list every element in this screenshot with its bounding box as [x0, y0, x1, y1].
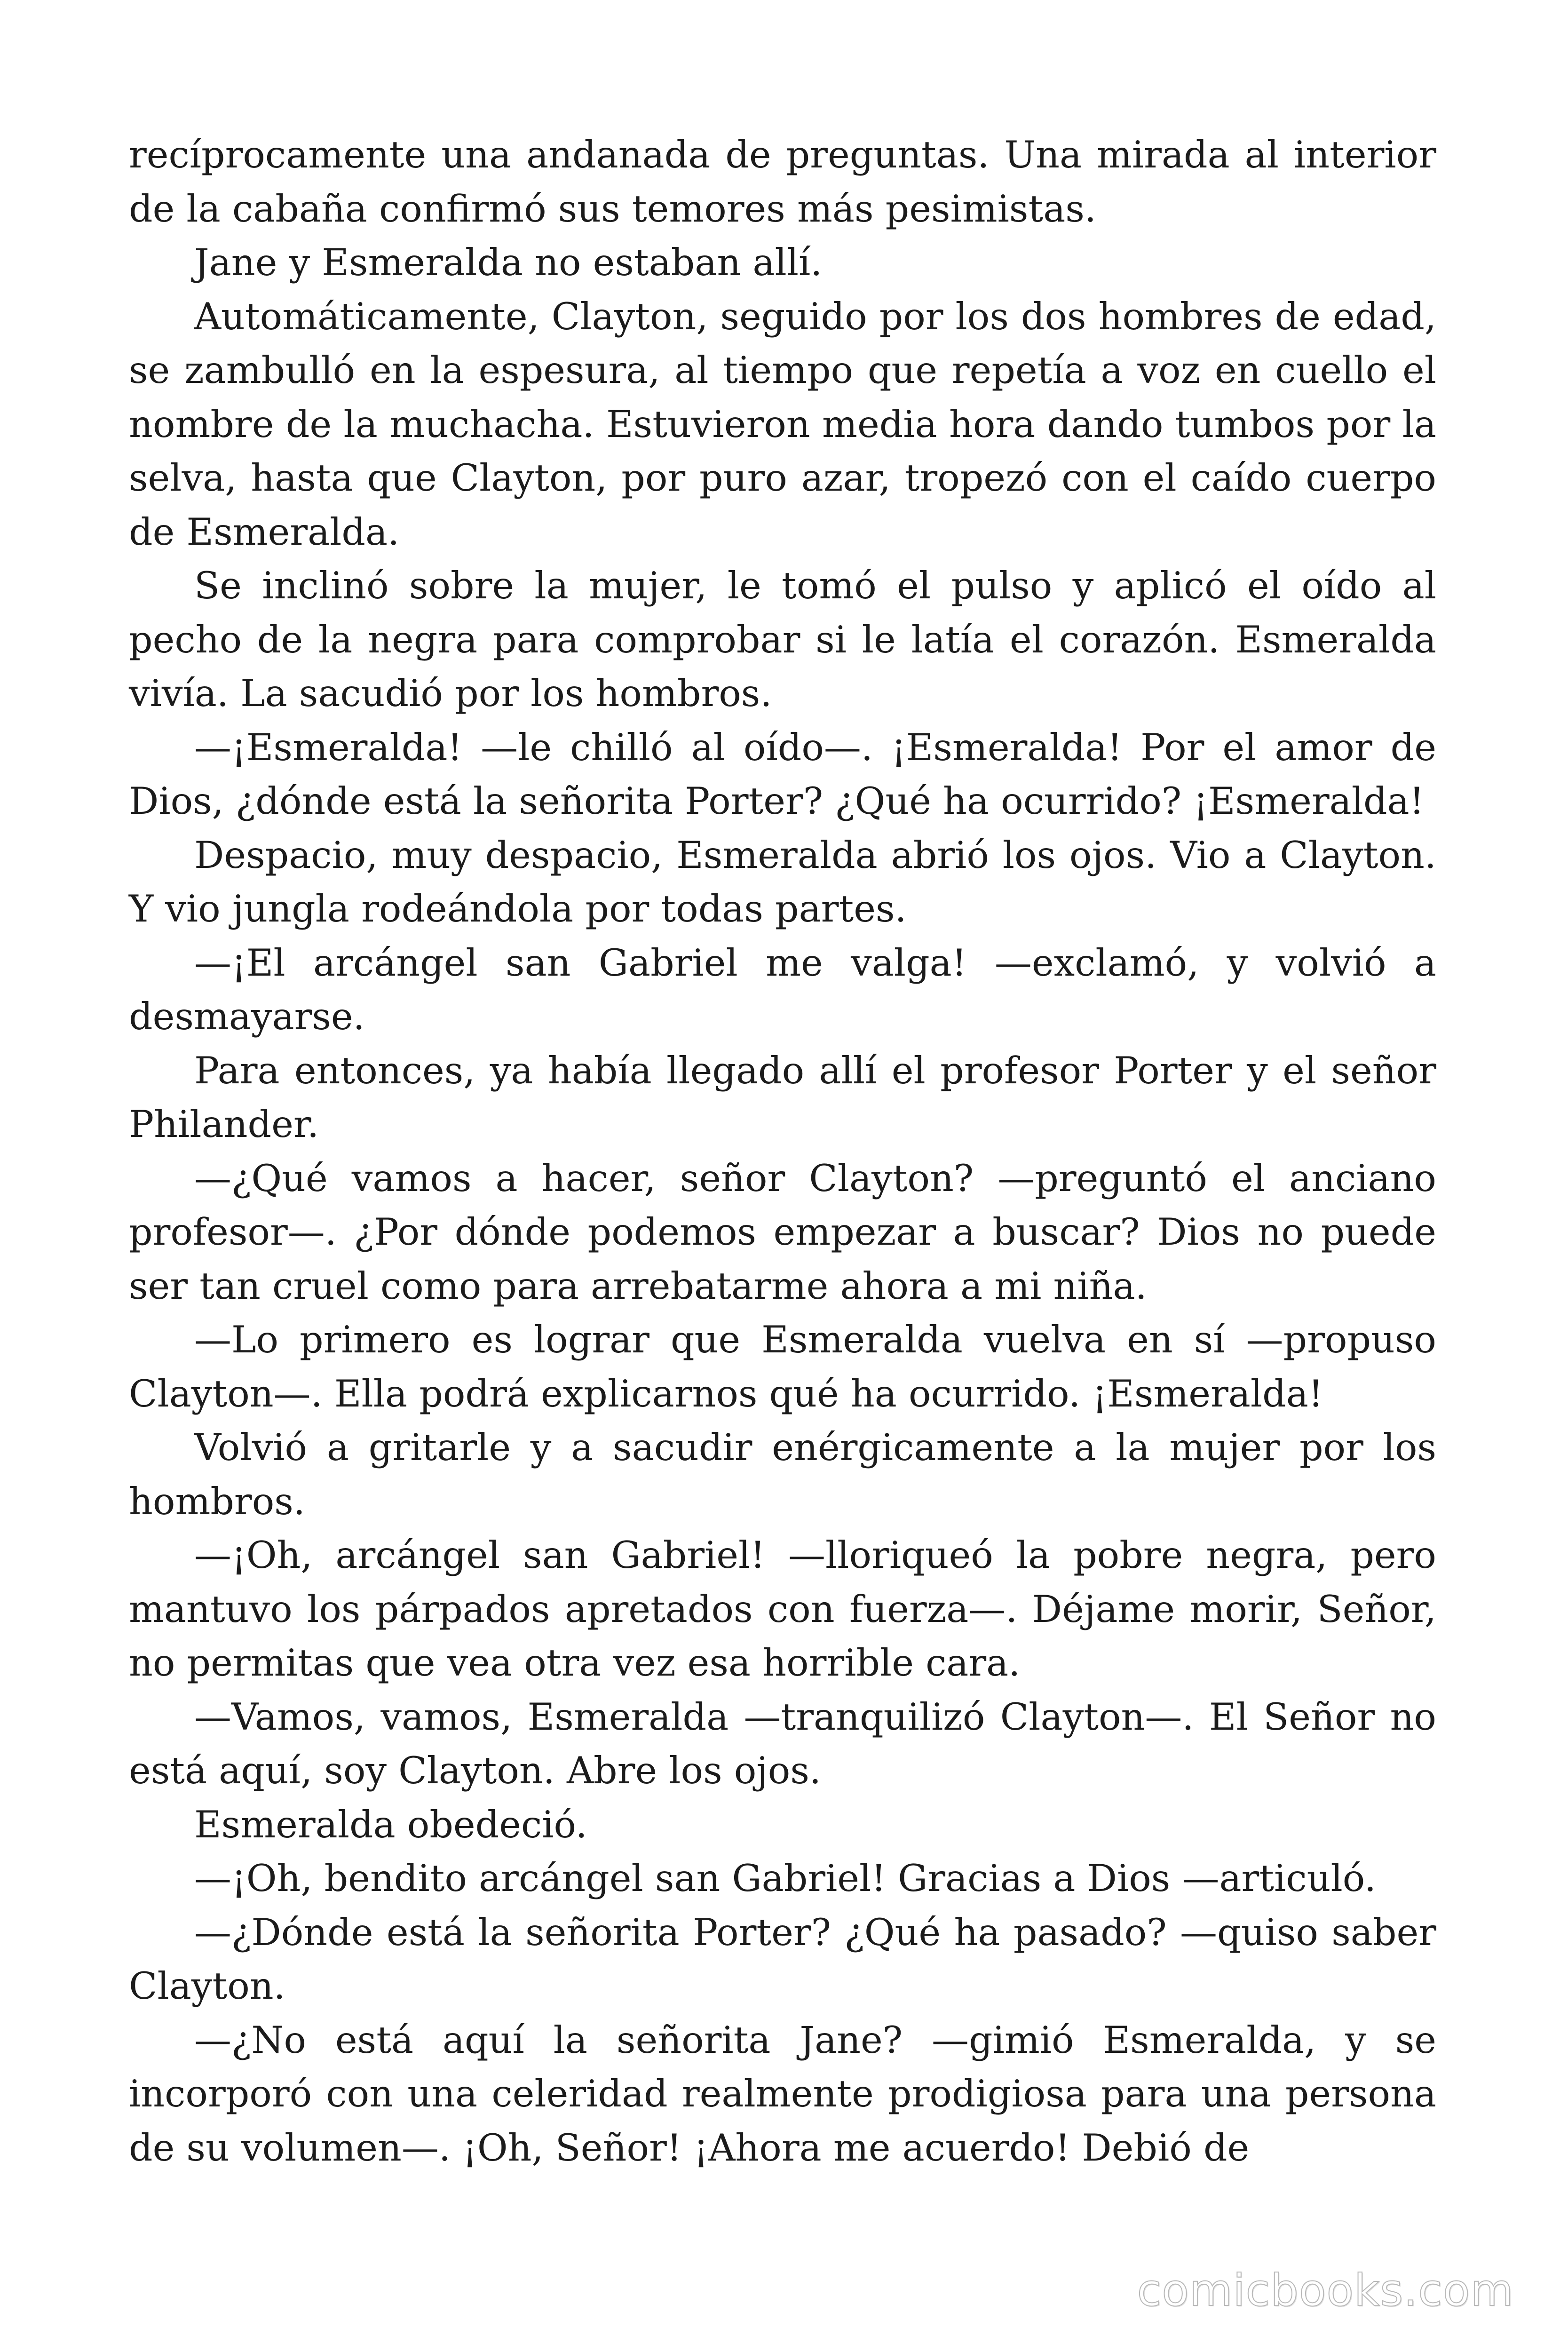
paragraph: —¡Oh, arcángel san Gabriel! —lloriqueó la pobre negra, pero mantuvo los párpados apretados con fuerza—. Déjame morir, Señor, no permitas que vea otra vez esa horrible cara.: [129, 1534, 1436, 1685]
paragraph: —¿No está aquí la señorita Jane? —gimió Esmeralda, y se incorporó con una celeridad realmente prodigiosa para una persona de su volumen—. ¡Oh, Señor! ¡Ahora me acuerdo! Debió de: [129, 2018, 1436, 2169]
paragraph: —¿Qué vamos a hacer, señor Clayton? —preguntó el anciano profesor—. ¿Por dónde podemos empezar a buscar? Dios no puede ser tan cruel como para arrebatarme ahora a mi niña.: [129, 1156, 1436, 1308]
paragraph: —Lo primero es lograr que Esmeralda vuelva en sí —propuso Clayton—. Ella podrá explicarnos qué ha ocurrido. ¡Esmeralda!: [129, 1318, 1436, 1415]
page-text: [129, 128, 1436, 2175]
paragraph: recíprocamente una andanada de preguntas. Una mirada al interior de la cabaña confirmó sus temores más pesimistas.: [129, 133, 1436, 230]
watermark: comicbooks.com: [1137, 2265, 1514, 2316]
paragraph: —¿Dónde está la señorita Porter? ¿Qué ha pasado? —quiso saber Clayton.: [129, 1910, 1436, 2008]
paragraph: Volvió a gritarle y a sacudir enérgicamente a la mujer por los hombros.: [129, 1426, 1436, 1523]
paragraph: Para entonces, ya había llegado allí el profesor Porter y el señor Philander.: [129, 1049, 1436, 1146]
paragraph: —¡Esmeralda! —le chilló al oído—. ¡Esmeralda! Por el amor de Dios, ¿dónde está la señorita Porter? ¿Qué ha ocurrido? ¡Esmeralda!: [129, 725, 1436, 823]
paragraph: Se inclinó sobre la mujer, le tomó el pulso y aplicó el oído al pecho de la negra para comprobar si le latía el corazón. Esmeralda vivía. La sacudió por los hombros.: [129, 564, 1436, 715]
paragraph: Jane y Esmeralda no estaban allí.: [194, 241, 823, 284]
paragraph: —¡Oh, bendito arcángel san Gabriel! Gracias a Dios —articuló.: [194, 1857, 1376, 1900]
paragraph: —¡El arcángel san Gabriel me valga! —exclamó, y volvió a desmayarse.: [129, 941, 1436, 1038]
paragraph: Esmeralda obedeció.: [194, 1803, 587, 1846]
paragraph: —Vamos, vamos, Esmeralda —tranquilizó Clayton—. El Señor no está aquí, soy Clayton. Abre los ojos.: [129, 1695, 1436, 1792]
paragraph: Despacio, muy despacio, Esmeralda abrió los ojos. Vio a Clayton. Y vio jungla rodeándola por todas partes.: [129, 833, 1436, 930]
paragraph: Automáticamente, Clayton, seguido por los dos hombres de edad, se zambulló en la espesura, al tiempo que repetía a voz en cuello el nombre de la muchacha. Estuvieron media hora dando tumbos por la selva, hasta que Clayton, por puro azar, tropezó con el caído cuerpo de Esmeralda.: [129, 294, 1436, 554]
